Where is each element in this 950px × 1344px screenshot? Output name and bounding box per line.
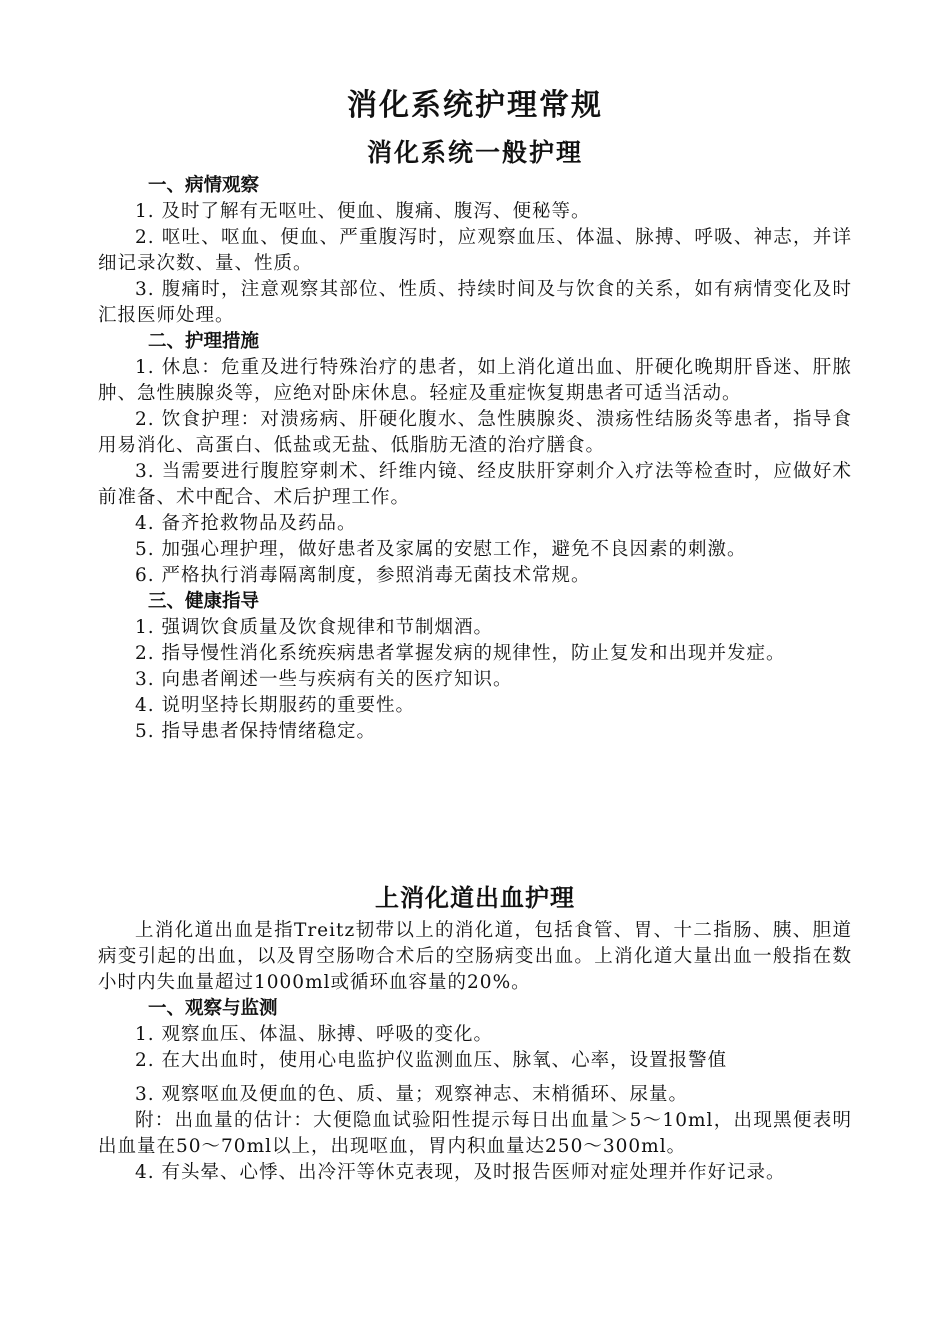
section-general-care bbox=[98, 173, 852, 745]
paragraph: 2. 指导慢性消化系统疾病患者掌握发病的规律性，防止复发和出现并发症。 bbox=[135, 643, 786, 664]
section-title-general-care: 消化系统一般护理 bbox=[366, 138, 583, 167]
highlight-text: 在大出血时 bbox=[161, 1050, 260, 1071]
paragraph: 1. 及时了解有无呕吐、便血、腹痛、腹泻、便秘等。 bbox=[135, 201, 591, 222]
paragraph: 4. 备齐抢救物品及药品。 bbox=[135, 513, 357, 534]
paragraph: 6. 严格执行消毒隔离制度，参照消毒无菌技术常规。 bbox=[135, 565, 591, 586]
paragraph-rest: ，使用心电监护仪监测血压、脉氧、心率，设置报警值 bbox=[259, 1050, 728, 1071]
heading-health-guidance: 三、健康指导 bbox=[148, 591, 260, 612]
paragraph: 3. 观察呕血及便血的色、质、量；观察神志、末梢循环、尿量。 bbox=[135, 1084, 689, 1105]
heading-observation-monitoring: 一、观察与监测 bbox=[148, 998, 278, 1019]
paragraph: 1. 强调饮食质量及饮食规律和节制烟酒。 bbox=[135, 617, 494, 638]
paragraph: 3. 腹痛时，注意观察其部位、性质、持续时间及与饮食的关系，如有病情变化及时汇报医师处理。 bbox=[98, 279, 852, 326]
paragraph: 1. 观察血压、体温、脉搏、呼吸的变化。 bbox=[135, 1024, 494, 1045]
section-upper-gi-bleeding bbox=[98, 918, 852, 1186]
paragraph: 3. 当需要进行腹腔穿刺术、纤维内镜、经皮肤肝穿刺介入疗法等检查时，应做好术前准备、术中配合、术后护理工作。 bbox=[98, 461, 852, 508]
intro-paragraph: 上消化道出血是指Treitz韧带以上的消化道，包括食管、胃、十二指肠、胰、胆道病变引起的出血，以及胃空肠吻合术后的空肠病变出血。上消化道大量出血一般指在数小时内失血量超过1000ml或循环血容量的20%。 bbox=[98, 920, 852, 993]
note-paragraph: 附：出血量的估计：大便隐血试验阳性提示每日出血量＞5～10ml，出现黑便表明出血量在50～70ml以上，出现呕血，胃内积血量达250～300ml。 bbox=[98, 1110, 852, 1157]
heading-observation: 一、病情观察 bbox=[148, 175, 260, 196]
item-number: 2. bbox=[135, 1050, 162, 1071]
paragraph: 2. 呕吐、呕血、便血、严重腹泻时，应观察血压、体温、脉搏、呼吸、神志，并详细记录次数、量、性质。 bbox=[98, 227, 852, 274]
paragraph: 3. 向患者阐述一些与疾病有关的医疗知识。 bbox=[135, 669, 513, 690]
paragraph: 5. 指导患者保持情绪稳定。 bbox=[135, 721, 377, 742]
document-title: 消化系统护理常规 bbox=[347, 88, 603, 123]
paragraph: 4. 有头晕、心悸、出冷汗等休克表现，及时报告医师对症处理并作好记录。 bbox=[135, 1162, 786, 1183]
paragraph: 1. 休息：危重及进行特殊治疗的患者，如上消化道出血、肝硬化晚期肝昏迷、肝脓肿、急性胰腺炎等，应绝对卧床休息。轻症及重症恢复期患者可适当活动。 bbox=[98, 357, 852, 404]
paragraph: 5. 加强心理护理，做好患者及家属的安慰工作，避免不良因素的刺激。 bbox=[135, 539, 747, 560]
paragraph: 2. 饮食护理：对溃疡病、肝硬化腹水、急性胰腺炎、溃疡性结肠炎等患者，指导食用易消化、高蛋白、低盐或无盐、低脂肪无渣的治疗膳食。 bbox=[98, 409, 852, 456]
section-title-upper-gi-bleeding: 上消化道出血护理 bbox=[375, 884, 575, 912]
heading-nursing-measures: 二、护理措施 bbox=[148, 331, 260, 352]
paragraph bbox=[98, 1048, 852, 1074]
paragraph: 4. 说明坚持长期服药的重要性。 bbox=[135, 695, 416, 716]
